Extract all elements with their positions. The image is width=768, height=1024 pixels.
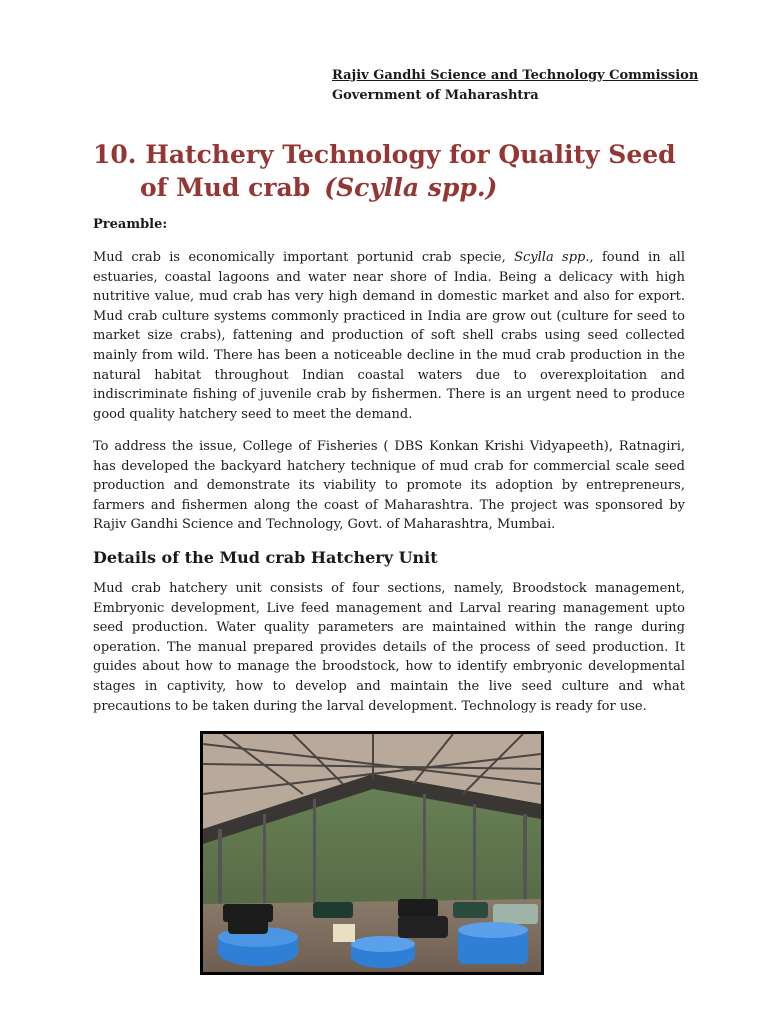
organization-name: Rajiv Gandhi Science and Technology Commission <box>332 68 699 83</box>
title-scientific-name: (Scylla spp.) <box>324 173 498 202</box>
para1-scientific-name: Scylla spp. <box>514 250 590 265</box>
title-common-name: of Mud crab <box>140 173 311 202</box>
hatchery-photo <box>200 731 544 975</box>
document-header <box>332 66 698 106</box>
government-name: Government of Maharashtra <box>332 88 539 103</box>
title-line-1: 10. Hatchery Technology for Quality Seed <box>93 140 676 169</box>
preamble-heading: Preamble: <box>93 217 168 232</box>
project-paragraph: To address the issue, College of Fisheries ( DBS Konkan Krishi Vidyapeeth), Ratnagiri, has developed the backyard hatchery technique of mud crab for commercial scale seed production and demonstrate its viability to promote its adoption by entrepreneurs, farmers and fishermen along the coast of Maharashtra. The project was sponsored by Rajiv Gandhi Science and Technology, Govt. of Maharashtra, Mumbai. <box>93 439 685 533</box>
details-heading: Details of the Mud crab Hatchery Unit <box>93 548 438 567</box>
para1-before: Mud crab is economically important portunid crab specie, <box>93 250 515 265</box>
preamble-paragraph <box>93 248 685 424</box>
details-paragraph: Mud crab hatchery unit consists of four sections, namely, Broodstock management, Embryonic development, Live feed management and Larval rearing management upto seed production. Water quality parameters are maintained within the range during operation. The manual prepared provides details of the process of seed production. It guides about how to manage the broodstock, how to identify embryonic developmental stages in captivity, how to develop and maintain the live seed culture and what precautions to be taken during the larval development. Technology is ready for use. <box>93 581 685 714</box>
title-line-2 <box>93 171 693 204</box>
para1-after: , found in all estuaries, coastal lagoons and water near shore of India. Being a delicacy with high nutritive value, mud crab has very high demand in domestic market and also for export. Mud crab culture systems commonly practiced in India are grow out (culture for seed to market size crabs), fattening and production of soft shell crabs using seed collected mainly from wild. There has been a noticeable decline in the mud crab production in the natural habitat throughout Indian coastal waters due to overexploitation and indiscriminate fishing of juvenile crab by fishermen. There is an urgent need to produce good quality hatchery seed to meet the demand. <box>93 250 685 422</box>
hatchery-photo-image <box>203 734 541 972</box>
page-title <box>93 138 693 204</box>
